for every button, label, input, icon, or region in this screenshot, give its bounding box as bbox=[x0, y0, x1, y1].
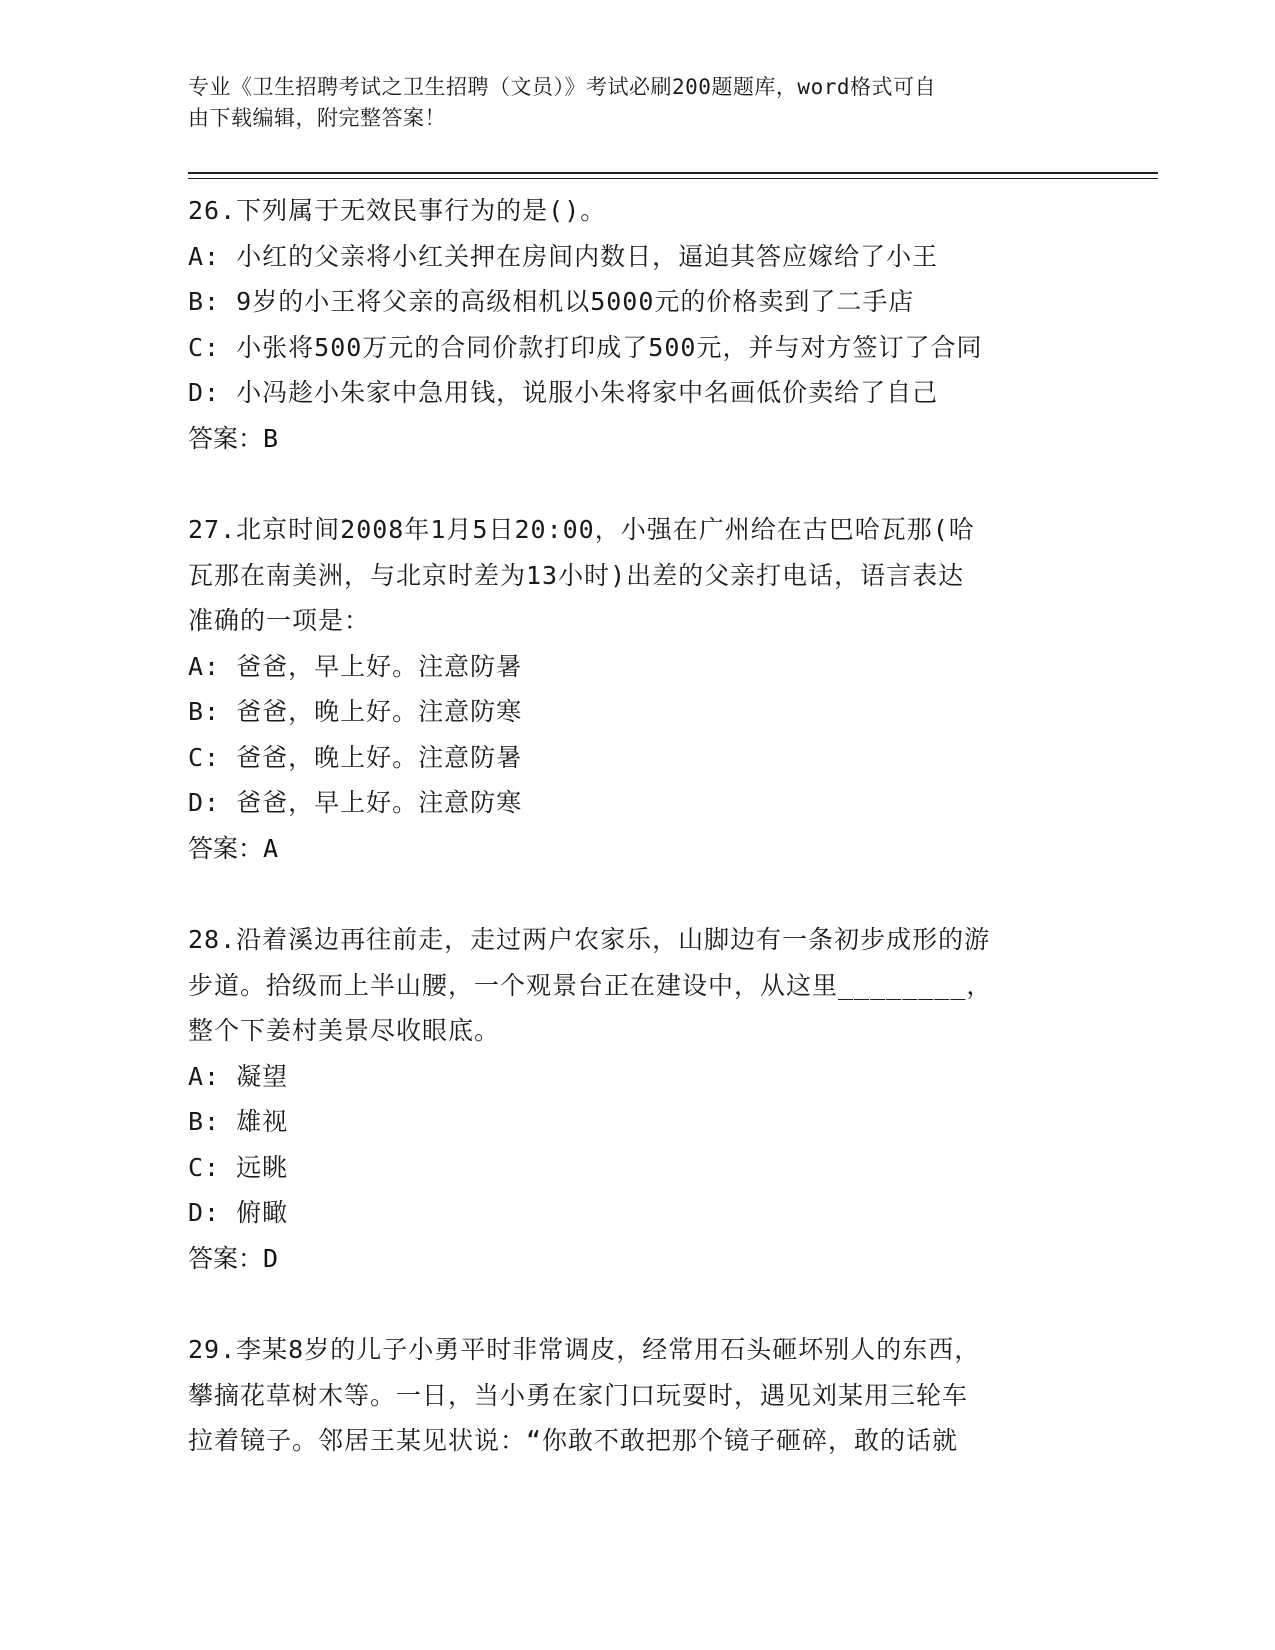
header-divider-thin bbox=[188, 178, 1158, 179]
option-d: D: 爸爸，早上好。注意防寒 bbox=[188, 788, 523, 817]
document-header bbox=[188, 72, 1068, 134]
option-a: A: 爸爸，早上好。注意防暑 bbox=[188, 651, 523, 681]
option-c: C: 远眺 bbox=[188, 1152, 289, 1182]
answer-line bbox=[188, 1236, 1088, 1282]
answer-value: A bbox=[263, 833, 279, 863]
answer-label: 答案： bbox=[188, 833, 264, 863]
header-divider bbox=[188, 172, 1158, 174]
option-a: A: 小红的父亲将小红关押在房间内数日，逼迫其答应嫁给了小王 bbox=[188, 241, 939, 271]
answer-value: D bbox=[263, 1243, 279, 1273]
header-line-1: 专业《卫生招聘考试之卫生招聘（文员）》考试必刷200题题库，word格式可自 bbox=[188, 75, 936, 99]
answer-value: B bbox=[263, 423, 279, 453]
stem-line: 整个下姜村美景尽收眼底。 bbox=[188, 1016, 501, 1045]
header-line-2: 由下载编辑，附完整答案！ bbox=[188, 106, 446, 130]
answer-label: 答案： bbox=[188, 1243, 264, 1273]
stem-line: 准确的一项是： bbox=[188, 606, 371, 635]
question-stem bbox=[188, 917, 1088, 1054]
question-stem bbox=[188, 1327, 1088, 1464]
question-29 bbox=[188, 1327, 1088, 1464]
answer-line bbox=[188, 826, 1088, 872]
question-stem bbox=[188, 188, 1088, 234]
option-b: B: 爸爸，晚上好。注意防寒 bbox=[188, 697, 523, 726]
option-c: C: 爸爸，晚上好。注意防暑 bbox=[188, 742, 523, 772]
question-stem bbox=[188, 507, 1088, 644]
stem-line: 瓦那在南美洲，与北京时差为13小时)出差的父亲打电话，语言表达 bbox=[188, 560, 965, 590]
option-b: B: 雄视 bbox=[188, 1107, 289, 1136]
question-27 bbox=[188, 507, 1088, 871]
option-a: A: 凝望 bbox=[188, 1061, 289, 1091]
option-d: D: 小冯趁小朱家中急用钱，说服小朱将家中名画低价卖给了自己 bbox=[188, 378, 939, 407]
stem-line: 攀摘花草树木等。一日，当小勇在家门口玩耍时，遇见刘某用三轮车 bbox=[188, 1380, 969, 1410]
option-b: B: 9岁的小王将父亲的高级相机以5000元的价格卖到了二手店 bbox=[188, 287, 915, 316]
stem-line: 29.李某8岁的儿子小勇平时非常调皮，经常用石头砸坏别人的东西， bbox=[188, 1335, 981, 1364]
option-d: D: 俯瞰 bbox=[188, 1198, 289, 1227]
stem-line: 拉着镜子。邻居王某见状说：“你敢不敢把那个镜子砸碎，敢的话就 bbox=[188, 1426, 959, 1455]
question-28 bbox=[188, 917, 1088, 1281]
question-26 bbox=[188, 188, 1088, 461]
answer-label: 答案： bbox=[188, 423, 264, 453]
stem-line: 步道。拾级而上半山腰，一个观景台正在建设中，从这里________， bbox=[188, 970, 993, 1000]
stem-line: 28.沿着溪边再往前走，走过两户农家乐，山脚边有一条初步成形的游 bbox=[188, 925, 991, 954]
option-c: C: 小张将500万元的合同价款打印成了500元，并与对方签订了合同 bbox=[188, 332, 983, 362]
answer-line bbox=[188, 416, 1088, 462]
stem-line: 26.下列属于无效民事行为的是()。 bbox=[188, 196, 607, 225]
stem-line: 27.北京时间2008年1月5日20:00，小强在广州给在古巴哈瓦那(哈 bbox=[188, 515, 975, 544]
question-list bbox=[188, 188, 1088, 1510]
